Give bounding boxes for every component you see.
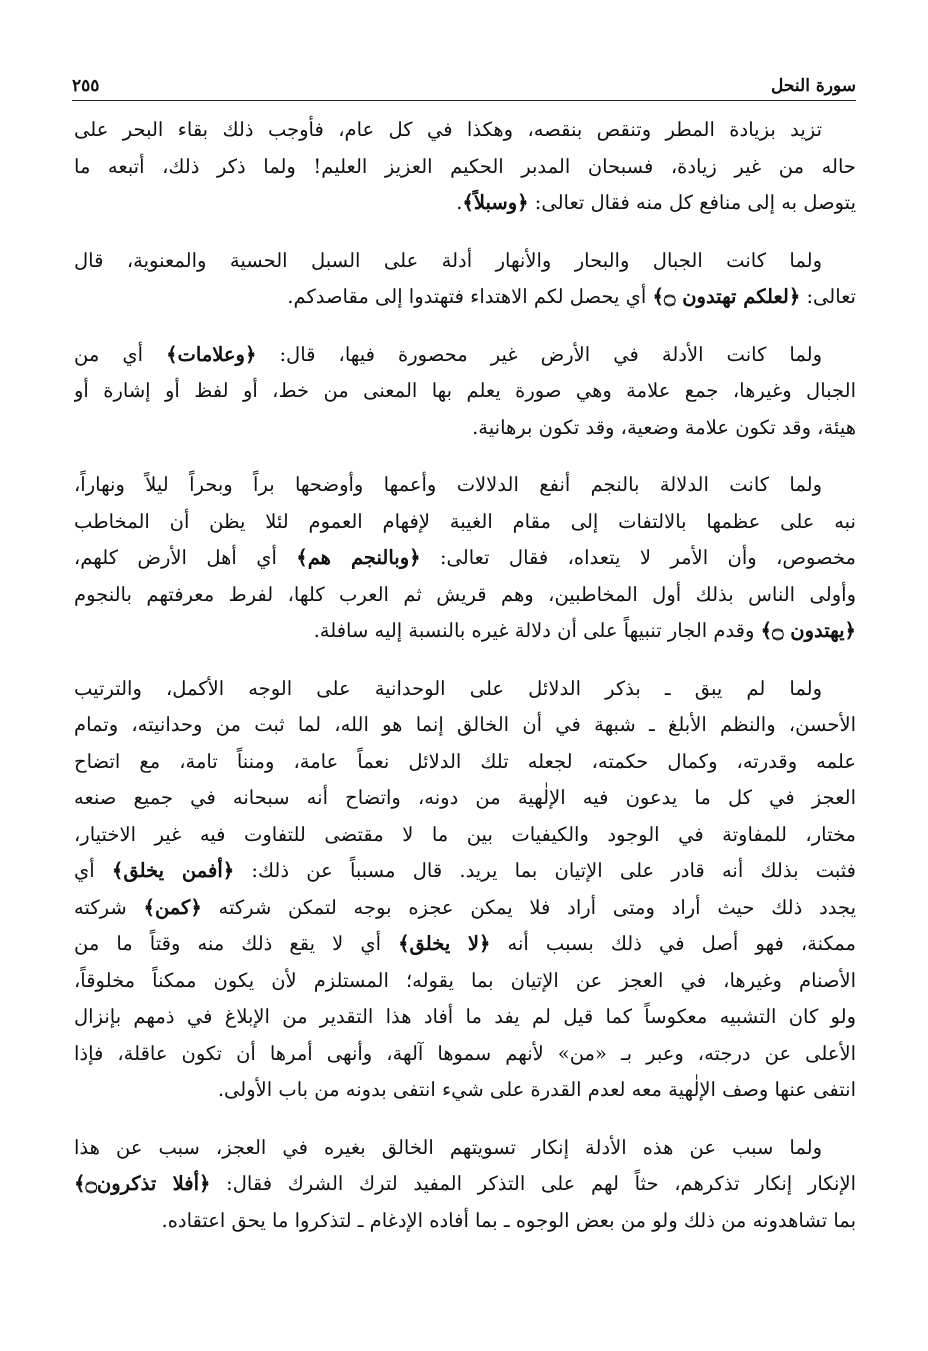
- text-segment: وقدم الجار تنبيهاً على أن دلالة غيره بالنسبة إليه سافلة.: [313, 619, 761, 642]
- quran-phrase: ﴿كمن﴾: [143, 895, 202, 919]
- text-segment: علمه وقدرته، وكمال حكمته، لجعله تلك الدلائل نعماً عامة، ومنناً تامة، مع اتضاح: [74, 749, 856, 773]
- text-segment: أي يحصل لكم الاهتداء فتهتدوا إلى مقاصدكم.: [287, 285, 653, 308]
- text-segment: ولما كانت الجبال والبحار والأنهار أدلة على السبل الحسية والمعنوية، قال: [74, 248, 822, 272]
- text-segment: بما تشاهدونه من ذلك ولو من بعض الوجوه ـ بما أفاده الإدغام ـ لتذكروا ما يحق اعتقاده.: [161, 1208, 856, 1232]
- text-line: [74, 780, 856, 817]
- text-segment: ولو كان التشبيه معكوساً كما قيل لم يفد ما أفاد هذا التقدير من الإبلاغ في ذمهم بإنزال: [74, 1005, 856, 1028]
- text-segment: العجز في كل ما يدعون فيه الإلٰهية من دونه، واتضاح أنه سبحانه في جميع صنعه: [74, 786, 856, 809]
- text-line: [74, 410, 856, 447]
- text-segment: تعالى:: [800, 285, 856, 308]
- text-segment: فثبت بذلك أنه قادر على الإتيان بما يريد. قال مسبباً عن ذلك:: [234, 859, 856, 882]
- text-line: [74, 373, 856, 410]
- text-segment: مخصوص، وأن الأمر لا يتعداه، فقال تعالى:: [420, 546, 856, 569]
- text-line: [74, 817, 856, 854]
- text-line: [74, 1203, 856, 1240]
- text-segment: أي لا يقع ذلك منه وقتاً ما من: [74, 932, 399, 955]
- text-line: [74, 744, 856, 781]
- surah-title: سورة النحل: [771, 76, 856, 96]
- text-line: [74, 890, 856, 927]
- text-line: [74, 185, 856, 222]
- text-line: [74, 671, 856, 708]
- paragraph: [74, 1130, 856, 1240]
- text-segment: ممكنة، فهو أصل في ذلك بسبب أنه: [490, 932, 856, 955]
- text-segment: وأولى الناس بذلك أول المخاطبين، وهم قريش ثم العرب كلها، لفرط معرفتهم بالنجوم: [74, 582, 856, 606]
- page-body: [74, 112, 856, 1260]
- quran-phrase: ﴿وسبلاً﴾: [462, 191, 529, 214]
- text-line: [74, 1166, 856, 1203]
- text-segment: هيئة، وقد تكون علامة وضعية، وقد تكون برهانية.: [472, 415, 856, 439]
- paragraph: [74, 337, 856, 447]
- quran-phrase: ﴿لعلكم تهتدون ۝﴾: [652, 285, 801, 308]
- text-line: [74, 707, 856, 744]
- text-line: [74, 853, 856, 890]
- page-number: ٢٥٥: [72, 76, 100, 96]
- text-segment: أي من: [74, 342, 167, 366]
- text-segment: مختار، للمفاوتة في الوجود والكيفيات بين ما لا مقتضى للتفاوت فيه غير الاختيار،: [74, 822, 856, 846]
- text-segment: ولما سبب عن هذه الأدلة إنكار تسويتهم الخالق بغيره في العجز، سبب عن هذا: [74, 1135, 822, 1159]
- quran-phrase: ﴿يهتدون ۝﴾: [760, 619, 856, 642]
- text-segment: ولما كانت الدلالة بالنجم أنفع الدلالات وأعمها وأوضحها براً وبحراً ليلاً ونهاراً،: [74, 473, 822, 496]
- text-line: [74, 1036, 856, 1073]
- quran-phrase: ﴿أفمن يخلق﴾: [111, 859, 235, 882]
- paragraph: [74, 671, 856, 1109]
- text-line: [74, 504, 856, 541]
- text-segment: أي أهل الأرض كلهم،: [74, 546, 297, 569]
- text-line: [74, 467, 856, 504]
- text-segment: تزيد بزيادة المطر وتنقص بنقصه، وهكذا في كل عام، فأوجب ذلك بقاء البحر على: [74, 118, 822, 141]
- text-line: [74, 112, 856, 149]
- text-segment: الإنكار إنكار تذكرهم، حثاً لهم على التذكر المفيد لترك الشرك فقال:: [210, 1172, 856, 1195]
- text-segment: نبه على عظمها بالالتفات إلى مقام الغيبة لإفهام العموم لئلا يظن أن المخاطب: [74, 509, 856, 533]
- page-header: [72, 62, 856, 101]
- text-line: [74, 613, 856, 650]
- quran-phrase: ﴿لا يخلق﴾: [398, 932, 491, 955]
- text-segment: ولما لم يبق ـ بذكر الدلائل على الوحدانية على الوجه الأكمل، والترتيب: [74, 676, 822, 700]
- text-segment: أي: [74, 859, 112, 882]
- text-line: [74, 149, 856, 186]
- text-segment: يجدد ذلك حيث أراد ومتى أراد فلا يمكن عجزه بوجه لتمكن شركته: [201, 895, 856, 919]
- text-segment: الأحسن، والنظم الأبلغ ـ شبهة في أن الخالق إنما هو الله، لما ثبت من وحدانيته، وتمام: [74, 713, 856, 736]
- quran-phrase: ﴿أفلا تذكرون۝﴾: [74, 1172, 211, 1195]
- text-line: [74, 999, 856, 1036]
- text-segment: ولما كانت الأدلة في الأرض غير محصورة فيها، قال:: [256, 342, 822, 366]
- text-line: [74, 577, 856, 614]
- text-line: [74, 1072, 856, 1109]
- text-line: [74, 963, 856, 1000]
- text-segment: شركته: [74, 895, 144, 919]
- text-line: [74, 1130, 856, 1167]
- text-line: [74, 540, 856, 577]
- paragraph: [74, 467, 856, 650]
- text-segment: الأصنام وغيرها، في العجز عن الإتيان بما يقوله؛ المستلزم لأن يكون ممكناً مخلوقاً،: [74, 968, 856, 992]
- text-segment: انتفى عنها وصف الإلٰهية معه لعدم القدرة على شيء انتفى بدونه من باب الأولى.: [217, 1078, 856, 1101]
- text-segment: حاله من غير زيادة، فسبحان المدبر الحكيم العزيز العليم! ولما ذكر ذلك، أتبعه ما: [74, 154, 856, 178]
- text-line: [74, 243, 856, 280]
- quran-phrase: ﴿وبالنجم هم﴾: [296, 546, 421, 569]
- quran-phrase: ﴿وعلامات﴾: [166, 342, 257, 366]
- text-segment: الجبال وغيرها، جمع علامة وهي صورة يعلم بها المعنى من خط، أو لفظ أو إشارة أو: [74, 379, 856, 402]
- text-segment: الأعلى عن درجته، وعبر بـ «من» لأنهم سموها آلهة، وأنهى أمرها أن تكون عاقلة، فإذا: [74, 1041, 856, 1065]
- text-line: [74, 279, 856, 316]
- text-line: [74, 337, 856, 374]
- paragraph: [74, 243, 856, 316]
- text-segment: يتوصل به إلى منافع كل منه فقال تعالى:: [528, 191, 856, 214]
- paragraph: [74, 112, 856, 222]
- text-line: [74, 926, 856, 963]
- text-segment: .: [456, 191, 463, 214]
